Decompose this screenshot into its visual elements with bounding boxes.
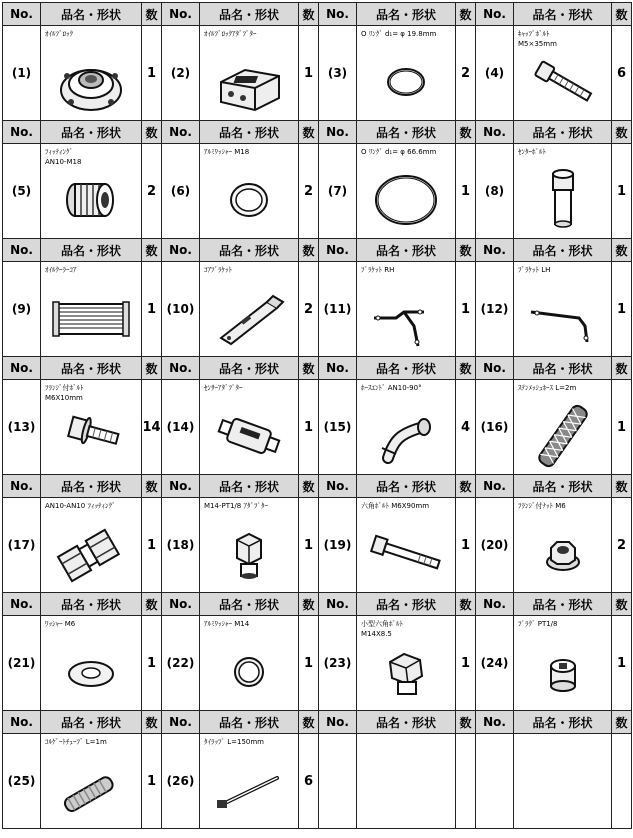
- header-no: No.: [162, 121, 200, 144]
- empty-cell: [456, 734, 476, 829]
- header-name: 品名・形状: [200, 711, 299, 734]
- part-name: [361, 147, 453, 157]
- part-name-text: ｾﾝｻｰｱﾀﾞﾌﾟﾀｰ: [204, 384, 243, 392]
- bracket-lh-icon: [514, 280, 611, 354]
- quantity: 1: [456, 144, 476, 239]
- small-hex-bolt-icon: [357, 634, 455, 708]
- quantity: 14: [142, 380, 162, 475]
- item-number: (23): [319, 616, 357, 711]
- header-no: No.: [476, 239, 514, 262]
- header-no: No.: [162, 593, 200, 616]
- table-row: [3, 498, 632, 593]
- header-name: 品名・形状: [41, 711, 142, 734]
- part-name: [45, 29, 139, 39]
- oil-block-adapter-icon: [200, 44, 298, 118]
- washer-icon: [41, 634, 141, 708]
- header-no: No.: [319, 593, 357, 616]
- header-no: No.: [162, 239, 200, 262]
- part-cell: [200, 734, 299, 829]
- quantity: 2: [299, 144, 319, 239]
- header-name: 品名・形状: [200, 121, 299, 144]
- header-qty: 数: [299, 239, 319, 262]
- header-name: 品名・形状: [41, 357, 142, 380]
- empty-cell: [514, 734, 612, 829]
- empty-cell: [476, 734, 514, 829]
- quantity: 1: [612, 144, 632, 239]
- part-cell: [200, 380, 299, 475]
- part-spec: AN10-M18: [45, 158, 82, 166]
- header-no: No.: [3, 239, 41, 262]
- header-no: No.: [3, 711, 41, 734]
- header-name: 品名・形状: [514, 3, 612, 26]
- header-qty: 数: [612, 593, 632, 616]
- header-qty: 数: [612, 475, 632, 498]
- header-no: No.: [3, 121, 41, 144]
- part-name-text: ﾎｰｽｴﾝﾄﾞ AN10-90°: [361, 384, 422, 392]
- header-no: No.: [162, 475, 200, 498]
- part-name-text: ﾌﾟﾗｸﾞ PT1/8: [518, 620, 558, 628]
- header-qty: 数: [612, 3, 632, 26]
- part-name-text: ｷｬｯﾌﾟﾎﾞﾙﾄ: [518, 30, 550, 38]
- part-name: [518, 383, 609, 393]
- quantity: 4: [456, 380, 476, 475]
- hose-end-icon: [357, 398, 455, 472]
- item-number: (16): [476, 380, 514, 475]
- part-name: [204, 383, 296, 393]
- item-number: (2): [162, 26, 200, 121]
- aluminum-washer-icon: [200, 162, 298, 236]
- header-qty: 数: [299, 475, 319, 498]
- part-name: [518, 265, 609, 275]
- item-number: (21): [3, 616, 41, 711]
- header-name: 品名・形状: [41, 121, 142, 144]
- header-qty: 数: [456, 357, 476, 380]
- part-name-text: O ﾘﾝｸﾞ d₁= φ 19.8mm: [361, 30, 437, 38]
- header-qty: 数: [456, 3, 476, 26]
- header-qty: 数: [456, 593, 476, 616]
- header-qty: 数: [299, 121, 319, 144]
- part-name-text: ﾌｨｯﾃｨﾝｸﾞ: [45, 148, 73, 156]
- header-qty: 数: [612, 121, 632, 144]
- part-name: [204, 619, 296, 629]
- quantity: 1: [142, 498, 162, 593]
- part-cell: [200, 498, 299, 593]
- part-name: [45, 619, 139, 629]
- part-name-text: ﾌﾞﾗｹｯﾄ LH: [518, 266, 551, 274]
- header-no: No.: [319, 711, 357, 734]
- header-no: No.: [476, 475, 514, 498]
- core-bracket-icon: [200, 280, 298, 354]
- quantity: 1: [299, 616, 319, 711]
- header-no: No.: [319, 357, 357, 380]
- part-name-text: 小型六角ﾎﾞﾙﾄ: [361, 620, 403, 628]
- item-number: (7): [319, 144, 357, 239]
- header-no: No.: [3, 357, 41, 380]
- quantity: 1: [299, 26, 319, 121]
- corrugated-tube-icon: [41, 752, 141, 826]
- header-name: 品名・形状: [357, 711, 456, 734]
- header-qty: 数: [299, 3, 319, 26]
- header-no: No.: [162, 357, 200, 380]
- part-name: [204, 29, 296, 39]
- table-row: [3, 734, 632, 829]
- quantity: 1: [456, 498, 476, 593]
- quantity: 1: [456, 262, 476, 357]
- aluminum-washer-m14-icon: [200, 634, 298, 708]
- flange-nut-icon: [514, 516, 611, 590]
- item-number: (3): [319, 26, 357, 121]
- part-cell: [514, 144, 612, 239]
- header-no: No.: [476, 121, 514, 144]
- header-qty: 数: [456, 239, 476, 262]
- header-row: [3, 593, 632, 616]
- item-number: (15): [319, 380, 357, 475]
- part-cell: [200, 262, 299, 357]
- plug-icon: [514, 634, 611, 708]
- header-no: No.: [3, 3, 41, 26]
- item-number: (9): [3, 262, 41, 357]
- hex-bolt-icon: [357, 516, 455, 590]
- item-number: (5): [3, 144, 41, 239]
- part-cell: [514, 498, 612, 593]
- header-qty: 数: [299, 357, 319, 380]
- oil-cooler-core-icon: [41, 280, 141, 354]
- item-number: (13): [3, 380, 41, 475]
- cap-bolt-icon: [514, 44, 611, 118]
- header-name: 品名・形状: [514, 711, 612, 734]
- header-row: [3, 121, 632, 144]
- item-number: (25): [3, 734, 41, 829]
- an10-fitting-icon: [41, 516, 141, 590]
- header-no: No.: [476, 593, 514, 616]
- quantity: 6: [299, 734, 319, 829]
- part-name-text: ｱﾙﾐﾜｯｼｬｰ M18: [204, 148, 250, 156]
- item-number: (14): [162, 380, 200, 475]
- header-row: [3, 711, 632, 734]
- header-no: No.: [476, 3, 514, 26]
- header-row: [3, 475, 632, 498]
- part-name-text: ｱﾙﾐﾜｯｼｬｰ M14: [204, 620, 250, 628]
- table-row: [3, 262, 632, 357]
- header-name: 品名・形状: [41, 239, 142, 262]
- quantity: 1: [612, 616, 632, 711]
- quantity: 2: [456, 26, 476, 121]
- adapter-nut-icon: [200, 516, 298, 590]
- part-cell: [41, 498, 142, 593]
- header-qty: 数: [612, 239, 632, 262]
- header-name: 品名・形状: [514, 357, 612, 380]
- quantity: 2: [299, 262, 319, 357]
- header-name: 品名・形状: [357, 239, 456, 262]
- empty-cell: [357, 734, 456, 829]
- quantity: 2: [142, 144, 162, 239]
- item-number: (1): [3, 26, 41, 121]
- header-name: 品名・形状: [41, 3, 142, 26]
- header-qty: 数: [142, 475, 162, 498]
- item-number: (26): [162, 734, 200, 829]
- part-name: [45, 501, 139, 511]
- part-name-text: ｽﾃﾝﾒｯｼｭﾎｰｽ L=2m: [518, 384, 577, 392]
- quantity: 1: [299, 498, 319, 593]
- header-name: 品名・形状: [200, 357, 299, 380]
- header-name: 品名・形状: [357, 475, 456, 498]
- part-spec: M14X8.5: [361, 630, 392, 638]
- item-number: (24): [476, 616, 514, 711]
- header-name: 品名・形状: [200, 3, 299, 26]
- fitting-icon: [41, 162, 141, 236]
- item-number: (18): [162, 498, 200, 593]
- header-name: 品名・形状: [200, 593, 299, 616]
- item-number: (10): [162, 262, 200, 357]
- header-qty: 数: [142, 357, 162, 380]
- part-name-text: AN10-AN10 ﾌｨｯﾃｨﾝｸﾞ: [45, 502, 116, 510]
- bracket-rh-icon: [357, 280, 455, 354]
- header-name: 品名・形状: [41, 593, 142, 616]
- part-cell: [41, 262, 142, 357]
- oil-block-icon: [41, 44, 141, 118]
- part-cell: [41, 734, 142, 829]
- header-no: No.: [3, 475, 41, 498]
- quantity: 1: [142, 734, 162, 829]
- part-cell: [514, 262, 612, 357]
- item-number: (4): [476, 26, 514, 121]
- sensor-adapter-icon: [200, 398, 298, 472]
- part-name-text: ｵｲﾙｸｰﾗｰｺｱ: [45, 266, 77, 274]
- part-cell: [41, 144, 142, 239]
- part-cell: [200, 26, 299, 121]
- cable-tie-icon: [200, 752, 298, 826]
- item-number: (17): [3, 498, 41, 593]
- header-no: No.: [319, 3, 357, 26]
- item-number: (6): [162, 144, 200, 239]
- part-cell: [357, 498, 456, 593]
- flange-bolt-icon: [41, 398, 141, 472]
- part-cell: [514, 616, 612, 711]
- part-name-text: ｵｲﾙﾌﾞﾛｯｸ: [45, 30, 73, 38]
- header-qty: 数: [142, 593, 162, 616]
- quantity: 2: [612, 498, 632, 593]
- quantity: 6: [612, 26, 632, 121]
- part-cell: [357, 144, 456, 239]
- header-name: 品名・形状: [41, 475, 142, 498]
- part-cell: [514, 380, 612, 475]
- header-name: 品名・形状: [514, 239, 612, 262]
- part-name: [518, 147, 609, 157]
- header-qty: 数: [456, 475, 476, 498]
- part-name: [204, 501, 296, 511]
- part-name: [204, 737, 296, 747]
- parts-list-body: [3, 3, 632, 829]
- part-cell: [357, 262, 456, 357]
- header-name: 品名・形状: [357, 593, 456, 616]
- part-cell: [357, 26, 456, 121]
- header-name: 品名・形状: [357, 121, 456, 144]
- part-name-text: ﾀｲﾗｯﾌﾟ L=150mm: [204, 738, 264, 746]
- header-qty: 数: [299, 711, 319, 734]
- item-number: (19): [319, 498, 357, 593]
- part-name: [204, 147, 296, 157]
- header-qty: 数: [142, 239, 162, 262]
- header-qty: 数: [456, 121, 476, 144]
- part-name-text: 六角ﾎﾞﾙﾄ M6X90mm: [361, 502, 430, 510]
- center-bolt-icon: [514, 162, 611, 236]
- header-name: 品名・形状: [514, 593, 612, 616]
- quantity: 1: [142, 262, 162, 357]
- header-name: 品名・形状: [357, 3, 456, 26]
- part-name-text: ｵｲﾙﾌﾞﾛｯｸｱﾀﾞﾌﾟﾀｰ: [204, 30, 257, 38]
- header-name: 品名・形状: [514, 475, 612, 498]
- header-qty: 数: [612, 711, 632, 734]
- large-o-ring-icon: [357, 162, 455, 236]
- part-name: [361, 383, 453, 393]
- item-number: (20): [476, 498, 514, 593]
- header-row: [3, 357, 632, 380]
- header-no: No.: [162, 3, 200, 26]
- part-name: [45, 265, 139, 275]
- header-no: No.: [476, 711, 514, 734]
- quantity: 1: [142, 26, 162, 121]
- quantity: 1: [456, 616, 476, 711]
- header-qty: 数: [142, 121, 162, 144]
- header-no: No.: [319, 475, 357, 498]
- header-qty: 数: [142, 711, 162, 734]
- part-name-text: ｺｱﾌﾞﾗｹｯﾄ: [204, 266, 232, 274]
- part-name-text: M14-PT1/8 ｱﾀﾞﾌﾟﾀｰ: [204, 502, 268, 510]
- quantity: 1: [299, 380, 319, 475]
- part-cell: [200, 144, 299, 239]
- header-no: No.: [319, 121, 357, 144]
- quantity: 1: [142, 616, 162, 711]
- quantity: 1: [612, 380, 632, 475]
- empty-cell: [612, 734, 632, 829]
- part-spec: M5×35mm: [518, 40, 557, 48]
- part-cell: [41, 616, 142, 711]
- table-row: [3, 616, 632, 711]
- part-cell: [200, 616, 299, 711]
- part-cell: [357, 380, 456, 475]
- part-name: [361, 29, 453, 39]
- part-name: [361, 265, 453, 275]
- part-name: [45, 737, 139, 747]
- header-qty: 数: [612, 357, 632, 380]
- item-number: (11): [319, 262, 357, 357]
- header-no: No.: [476, 357, 514, 380]
- part-name-text: O ﾘﾝｸﾞ d₁= φ 66.6mm: [361, 148, 437, 156]
- o-ring-icon: [357, 44, 455, 118]
- table-row: [3, 144, 632, 239]
- part-name: [518, 501, 609, 511]
- header-name: 品名・形状: [514, 121, 612, 144]
- header-qty: 数: [299, 593, 319, 616]
- header-row: [3, 3, 632, 26]
- part-name-text: ﾌﾗﾝｼﾞ付ﾅｯﾄ M6: [518, 502, 566, 510]
- header-no: No.: [3, 593, 41, 616]
- header-row: [3, 239, 632, 262]
- quantity: 1: [612, 262, 632, 357]
- table-row: [3, 26, 632, 121]
- header-qty: 数: [456, 711, 476, 734]
- part-cell: [357, 616, 456, 711]
- part-spec: M6X10mm: [45, 394, 83, 402]
- header-name: 品名・形状: [200, 239, 299, 262]
- header-no: No.: [319, 239, 357, 262]
- part-name-text: ﾌﾞﾗｹｯﾄ RH: [361, 266, 395, 274]
- part-cell: [514, 26, 612, 121]
- table-row: [3, 380, 632, 475]
- mesh-hose-icon: [514, 398, 611, 472]
- parts-list-table: [2, 2, 632, 829]
- part-cell: [41, 26, 142, 121]
- part-name: [204, 265, 296, 275]
- part-name-text: ｾﾝﾀｰﾎﾞﾙﾄ: [518, 148, 546, 156]
- header-name: 品名・形状: [357, 357, 456, 380]
- empty-cell: [319, 734, 357, 829]
- item-number: (12): [476, 262, 514, 357]
- part-cell: [41, 380, 142, 475]
- header-no: No.: [162, 711, 200, 734]
- header-qty: 数: [142, 3, 162, 26]
- part-name-text: ﾌﾗﾝｼﾞ付ﾎﾞﾙﾄ: [45, 384, 84, 392]
- part-name: [361, 501, 453, 511]
- header-name: 品名・形状: [200, 475, 299, 498]
- part-name: [518, 619, 609, 629]
- item-number: (8): [476, 144, 514, 239]
- part-name-text: ﾜｯｼｬｰ M6: [45, 620, 76, 628]
- part-name-text: ｺﾙｹﾞｰﾄﾁｭｰﾌﾞ L=1m: [45, 738, 107, 746]
- item-number: (22): [162, 616, 200, 711]
